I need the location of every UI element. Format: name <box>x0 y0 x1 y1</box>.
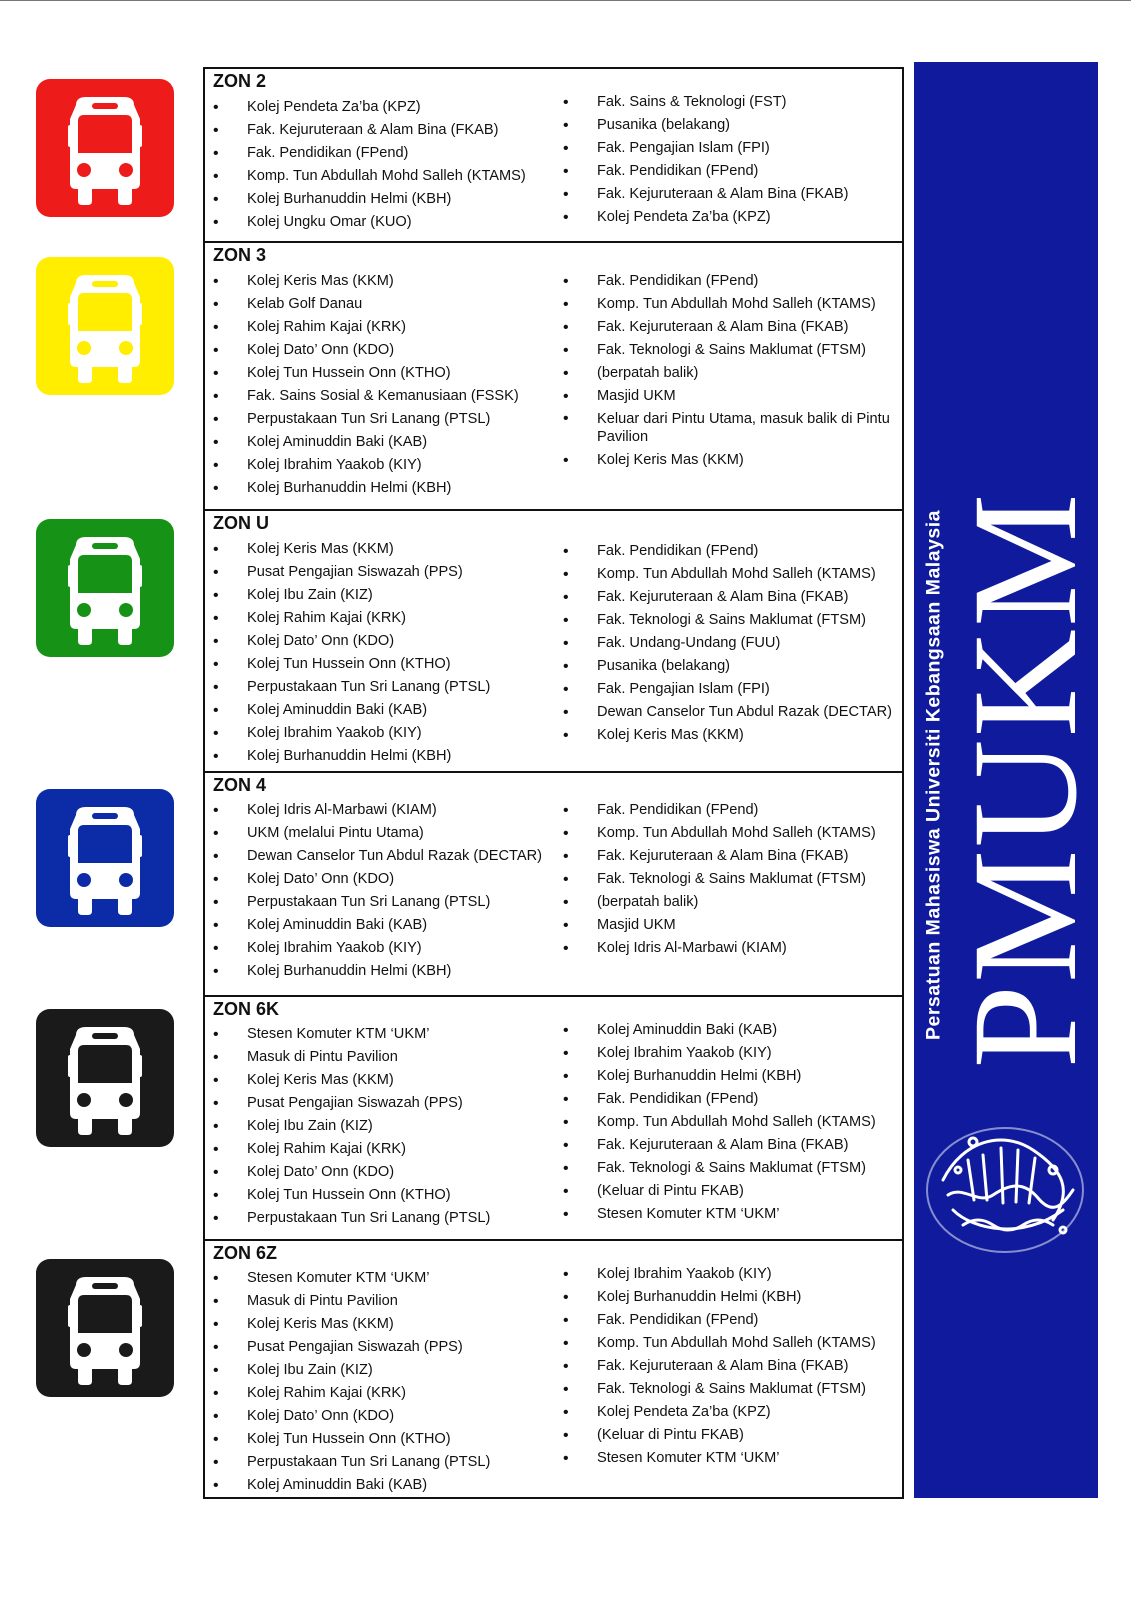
stop-item: • Stesen Komuter KTM ‘UKM’ <box>563 1203 876 1226</box>
stop-item: • Perpustakaan Tun Sri Lanang (PTSL) <box>213 1451 490 1474</box>
stop-item: • Fak. Kejuruteraan & Alam Bina (FKAB) <box>563 316 907 339</box>
stop-item: • Masjid UKM <box>563 914 876 937</box>
zone-section <box>205 773 902 997</box>
stop-item: • Kolej Burhanuddin Helmi (KBH) <box>213 477 519 500</box>
zone-title: ZON U <box>213 513 269 533</box>
stop-item: • Komp. Tun Abdullah Mohd Salleh (KTAMS) <box>563 1111 876 1134</box>
stop-item: • Pusat Pengajian Siswazah (PPS) <box>213 1092 490 1115</box>
stop-item: • (berpatah balik) <box>563 362 907 385</box>
stop-item: • Kolej Burhanuddin Helmi (KBH) <box>563 1286 876 1309</box>
stop-item: • Fak. Kejuruteraan & Alam Bina (FKAB) <box>563 183 848 206</box>
zone-stops-left <box>213 799 542 983</box>
zone-stops-right <box>563 270 907 472</box>
zone-section <box>205 69 902 243</box>
stop-item: • Komp. Tun Abdullah Mohd Salleh (KTAMS) <box>563 1332 876 1355</box>
stop-item: • Stesen Komuter KTM ‘UKM’ <box>213 1267 490 1290</box>
stop-item: • Kolej Aminuddin Baki (KAB) <box>213 431 519 454</box>
route-table <box>203 67 904 1499</box>
stop-item: • Kolej Rahim Kajai (KRK) <box>213 1138 490 1161</box>
stop-item: • Kolej Aminuddin Baki (KAB) <box>213 1474 490 1497</box>
zone-stops-right <box>563 540 892 747</box>
stop-item: • Kolej Rahim Kajai (KRK) <box>213 607 490 630</box>
stop-item: • Kolej Ibu Zain (KIZ) <box>213 584 490 607</box>
stop-item: • Kolej Ibu Zain (KIZ) <box>213 1115 490 1138</box>
zone-stops-left <box>213 96 526 234</box>
stop-item: • Fak. Pendidikan (FPend) <box>563 799 876 822</box>
bus-icon <box>36 257 174 395</box>
stop-item: • Kolej Burhanuddin Helmi (KBH) <box>213 745 490 768</box>
stop-item: • Fak. Teknologi & Sains Maklumat (FTSM) <box>563 609 892 632</box>
stop-item: • Perpustakaan Tun Sri Lanang (PTSL) <box>213 891 542 914</box>
zone-stops-left <box>213 1267 490 1497</box>
zone-stops-right <box>563 1019 876 1226</box>
stop-item: • Kolej Keris Mas (KKM) <box>213 538 490 561</box>
stop-item: • Fak. Undang-Undang (FUU) <box>563 632 892 655</box>
stop-item: • Kolej Ibrahim Yaakob (KIY) <box>213 722 490 745</box>
stop-item: • Kolej Rahim Kajai (KRK) <box>213 1382 490 1405</box>
stop-item: • Kolej Rahim Kajai (KRK) <box>213 316 519 339</box>
stop-item: • (berpatah balik) <box>563 891 876 914</box>
stop-item: • Pusanika (belakang) <box>563 655 892 678</box>
stop-item: • Kolej Keris Mas (KKM) <box>563 724 892 747</box>
brand-wordmark: PMUKM <box>942 491 1108 1069</box>
stop-item: • Perpustakaan Tun Sri Lanang (PTSL) <box>213 1207 490 1230</box>
stop-item: • Pusanika (belakang) <box>563 114 848 137</box>
stop-item: • Kolej Burhanuddin Helmi (KBH) <box>213 188 526 211</box>
stop-item: • Fak. Kejuruteraan & Alam Bina (FKAB) <box>563 1134 876 1157</box>
stop-item: • Kolej Dato’ Onn (KDO) <box>213 1161 490 1184</box>
stop-item: • Keluar dari Pintu Utama, masuk balik di Pintu Pavilion <box>563 408 907 449</box>
stop-item: • Kolej Pendeta Za’ba (KPZ) <box>563 206 848 229</box>
stop-item: • Fak. Teknologi & Sains Maklumat (FTSM) <box>563 1378 876 1401</box>
stop-item: • Masuk di Pintu Pavilion <box>213 1290 490 1313</box>
bus-icon <box>36 1259 174 1397</box>
stop-item: • Fak. Pendidikan (FPend) <box>563 540 892 563</box>
stop-item: • Kolej Idris Al-Marbawi (KIAM) <box>213 799 542 822</box>
stop-item: • Pusat Pengajian Siswazah (PPS) <box>213 1336 490 1359</box>
stop-item: • Kolej Ibu Zain (KIZ) <box>213 1359 490 1382</box>
stop-item: • Fak. Teknologi & Sains Maklumat (FTSM) <box>563 1157 876 1180</box>
ukm-calligraphy-seal-icon <box>913 1110 1097 1270</box>
zone-stops-right <box>563 1263 876 1470</box>
stop-item: • Fak. Kejuruteraan & Alam Bina (FKAB) <box>213 119 526 142</box>
stop-item: • Fak. Pengajian Islam (FPI) <box>563 678 892 701</box>
stop-item: • Kolej Ungku Omar (KUO) <box>213 211 526 234</box>
stop-item: • Kolej Burhanuddin Helmi (KBH) <box>213 960 542 983</box>
stop-item: • Kolej Ibrahim Yaakob (KIY) <box>563 1042 876 1065</box>
brand-subtitle: Persatuan Mahasiswa Universiti Kebangsaan Malaysia <box>922 509 945 1041</box>
stop-item: • Pusat Pengajian Siswazah (PPS) <box>213 561 490 584</box>
stop-item: • UKM (melalui Pintu Utama) <box>213 822 542 845</box>
top-border-line <box>0 0 1131 1</box>
stop-item: • Fak. Pendidikan (FPend) <box>563 270 907 293</box>
zone-section <box>205 511 902 773</box>
stop-item: • Kolej Dato’ Onn (KDO) <box>213 868 542 891</box>
zone-stops-right <box>563 799 876 960</box>
stop-item: • Masuk di Pintu Pavilion <box>213 1046 490 1069</box>
stop-item: • Kolej Tun Hussein Onn (KTHO) <box>213 1184 490 1207</box>
stop-item: • Kolej Aminuddin Baki (KAB) <box>563 1019 876 1042</box>
stop-item: • Fak. Kejuruteraan & Alam Bina (FKAB) <box>563 845 876 868</box>
stop-item: • Kolej Keris Mas (KKM) <box>213 1313 490 1336</box>
stop-item: • Stesen Komuter KTM ‘UKM’ <box>213 1023 490 1046</box>
stop-item: • Kolej Keris Mas (KKM) <box>563 449 907 472</box>
zone-stops-left <box>213 270 519 500</box>
stop-item: • Kolej Tun Hussein Onn (KTHO) <box>213 653 490 676</box>
stop-item: • Kolej Ibrahim Yaakob (KIY) <box>213 937 542 960</box>
stop-item: • Fak. Pendidikan (FPend) <box>563 1088 876 1111</box>
stop-item: • Kolej Tun Hussein Onn (KTHO) <box>213 362 519 385</box>
zone-title: ZON 6K <box>213 999 280 1019</box>
stop-item: • Fak. Teknologi & Sains Maklumat (FTSM) <box>563 339 907 362</box>
stop-item: • Fak. Teknologi & Sains Maklumat (FTSM) <box>563 868 876 891</box>
zone-title: ZON 4 <box>213 775 267 795</box>
bus-icon <box>36 79 174 217</box>
stop-item: • Fak. Sains Sosial & Kemanusiaan (FSSK) <box>213 385 519 408</box>
stop-item: • Komp. Tun Abdullah Mohd Salleh (KTAMS) <box>213 165 526 188</box>
stop-item: • Dewan Canselor Tun Abdul Razak (DECTAR) <box>213 845 542 868</box>
stop-item: • Fak. Kejuruteraan & Alam Bina (FKAB) <box>563 1355 876 1378</box>
stop-item: • Kolej Ibrahim Yaakob (KIY) <box>213 454 519 477</box>
stop-item: • Fak. Kejuruteraan & Alam Bina (FKAB) <box>563 586 892 609</box>
stop-item: • Kolej Ibrahim Yaakob (KIY) <box>563 1263 876 1286</box>
stop-item: • Fak. Sains & Teknologi (FST) <box>563 91 848 114</box>
zone-section <box>205 243 902 511</box>
zone-stops-left <box>213 538 490 768</box>
stop-item: • Perpustakaan Tun Sri Lanang (PTSL) <box>213 676 490 699</box>
stop-item: • Kolej Idris Al-Marbawi (KIAM) <box>563 937 876 960</box>
stop-item: • Komp. Tun Abdullah Mohd Salleh (KTAMS) <box>563 293 907 316</box>
stop-item: • Dewan Canselor Tun Abdul Razak (DECTAR) <box>563 701 892 724</box>
zone-title: ZON 2 <box>213 71 267 91</box>
stop-item: • Kolej Aminuddin Baki (KAB) <box>213 914 542 937</box>
stop-item: • Kolej Dato’ Onn (KDO) <box>213 1405 490 1428</box>
stop-item: • Kolej Keris Mas (KKM) <box>213 1069 490 1092</box>
zone-section <box>205 997 902 1241</box>
stop-item: • Masjid UKM <box>563 385 907 408</box>
stop-item: • Kolej Burhanuddin Helmi (KBH) <box>563 1065 876 1088</box>
stop-item: • (Keluar di Pintu FKAB) <box>563 1180 876 1203</box>
stop-item: • Perpustakaan Tun Sri Lanang (PTSL) <box>213 408 519 431</box>
stop-item: • Kelab Golf Danau <box>213 293 519 316</box>
stop-item: • Kolej Dato’ Onn (KDO) <box>213 630 490 653</box>
zone-title: ZON 3 <box>213 245 267 265</box>
zone-title: ZON 6Z <box>213 1243 278 1263</box>
bus-icon <box>36 1009 174 1147</box>
stop-item: • Fak. Pendidikan (FPend) <box>563 1309 876 1332</box>
stop-item: • Kolej Aminuddin Baki (KAB) <box>213 699 490 722</box>
zone-section <box>205 1241 902 1497</box>
stop-item: • Fak. Pendidikan (FPend) <box>213 142 526 165</box>
stop-item: • Fak. Pendidikan (FPend) <box>563 160 848 183</box>
stop-item: • Komp. Tun Abdullah Mohd Salleh (KTAMS) <box>563 563 892 586</box>
stop-item: • Kolej Tun Hussein Onn (KTHO) <box>213 1428 490 1451</box>
stop-item: • Stesen Komuter KTM ‘UKM’ <box>563 1447 876 1470</box>
stop-item: • Kolej Pendeta Za’ba (KPZ) <box>563 1401 876 1424</box>
stop-item: • Kolej Keris Mas (KKM) <box>213 270 519 293</box>
stop-item: • Kolej Pendeta Za’ba (KPZ) <box>213 96 526 119</box>
stop-item: • Komp. Tun Abdullah Mohd Salleh (KTAMS) <box>563 822 876 845</box>
zone-stops-right <box>563 91 848 229</box>
bus-icon <box>36 519 174 657</box>
stop-item: • Fak. Pengajian Islam (FPI) <box>563 137 848 160</box>
bus-icon <box>36 789 174 927</box>
stop-item: • (Keluar di Pintu FKAB) <box>563 1424 876 1447</box>
stop-item: • Kolej Dato’ Onn (KDO) <box>213 339 519 362</box>
zone-stops-left <box>213 1023 490 1230</box>
